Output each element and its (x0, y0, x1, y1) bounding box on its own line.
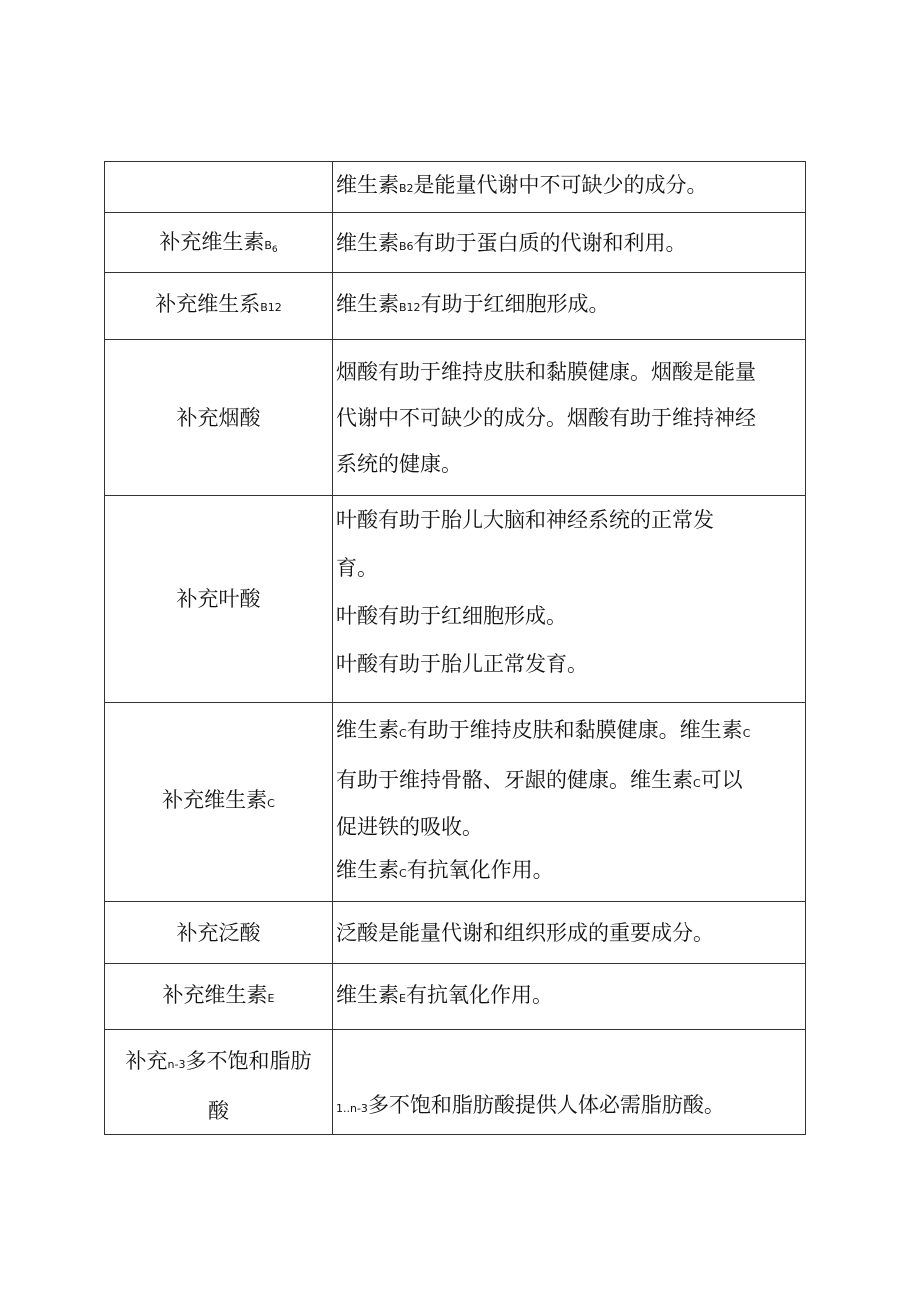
claim-text-pre: 维生素 (336, 718, 399, 742)
table-row (105, 703, 806, 902)
claim-cell (333, 162, 806, 213)
claim-text: 泛酸是能量代谢和组织形成的重要成分。 (336, 920, 714, 945)
claim-text-post: 有助于红细胞形成。 (420, 292, 610, 316)
claim-text-post: 有抗氧化作用。 (406, 858, 554, 882)
claim-text-pre: 维生素 (336, 858, 399, 882)
nutrient-cell (105, 162, 333, 213)
claim-line: 叶酸有助于胎儿大脑和神经系统的正常发 (336, 508, 714, 532)
nutrient-label-pre: 补充 (125, 1049, 168, 1073)
nutrient-cell (105, 213, 333, 273)
claim-text-sub: B2 (399, 182, 414, 195)
claim-line (336, 707, 805, 757)
nutrient-label: 补充叶酸 (176, 587, 261, 611)
claim-cell (333, 273, 806, 340)
claim-text-sub: C (693, 777, 701, 790)
nutrient-label-subsub: 6 (271, 245, 278, 255)
claim-text-sub: 1..n-3 (336, 1102, 368, 1115)
table-row (105, 964, 806, 1030)
nutrient-cell (105, 273, 333, 340)
claim-line: 促进铁的吸收。 (336, 815, 483, 839)
claim-cell (333, 964, 806, 1030)
claim-line: 叶酸有助于红细胞形成。 (336, 604, 567, 628)
claim-cell (333, 902, 806, 964)
claim-text-sub: E (399, 991, 406, 1005)
claim-text-post: 是能量代谢中不可缺少的成分。 (413, 173, 708, 197)
nutrient-cell (105, 902, 333, 964)
claim-line (336, 757, 805, 807)
nutrient-label: 补充烟酸 (176, 405, 261, 430)
table-row (105, 1030, 806, 1135)
nutrient-label-pre: 补充维生素 (162, 982, 268, 1007)
nutrient-cell (105, 964, 333, 1030)
claim-text-sub: C (399, 727, 407, 740)
table-row (105, 162, 806, 213)
claim-cell (333, 496, 806, 703)
nutrient-label: 补充泛酸 (176, 920, 261, 945)
table-row (105, 496, 806, 703)
nutrient-label-sub: B (264, 239, 272, 252)
claim-text-post: 有助于蛋白质的代谢和利用。 (413, 231, 687, 255)
claim-text-sub: C (742, 727, 751, 740)
claim-text-pre: 维生素 (336, 982, 399, 1007)
claim-cell (333, 340, 806, 496)
claim-text-sub: B12 (399, 301, 421, 314)
claim-text-pre: 维生素 (336, 173, 399, 197)
nutrient-label-pre: 补充维生系 (155, 292, 261, 316)
claim-text-post: 多不饱和脂肪酸提供人体必需脂肪酸。 (367, 1093, 725, 1117)
claim-cell (333, 213, 806, 273)
table-row (105, 902, 806, 964)
claim-line: 代谢中不可缺少的成分。烟酸有助于维持神经 (336, 405, 756, 430)
table-row (105, 340, 806, 496)
table-row (105, 213, 806, 273)
nutrient-label-line: 酸 (208, 1099, 229, 1123)
claim-line: 系统的健康。 (336, 451, 462, 476)
nutrient-cell (105, 496, 333, 703)
nutrient-label-line (105, 1038, 332, 1088)
nutrient-cell (105, 340, 333, 496)
nutrient-label-sub: E (267, 991, 275, 1005)
claim-line: 育。 (336, 556, 378, 580)
claim-line: 叶酸有助于胎儿正常发育。 (336, 652, 588, 676)
claim-text-sub: C (399, 867, 407, 880)
nutrient-label-sub: C (267, 797, 275, 810)
claim-line: 烟酸有助于维持皮肤和黏膜健康。烟酸是能量 (336, 359, 756, 384)
claim-cell (333, 1030, 806, 1135)
claim-text-post: 有助于维持皮肤和黏膜健康。维生素 (406, 718, 743, 742)
nutrient-label-sub: n-3 (167, 1058, 186, 1071)
table-row (105, 273, 806, 340)
claim-text-sub: B6 (399, 240, 414, 253)
nutrient-cell (105, 1030, 333, 1135)
claim-text-pre: 维生素 (336, 231, 399, 255)
claim-text-post: 可以 (700, 768, 743, 792)
claim-text: 有助于维持骨骼、牙龈的健康。维生素 (336, 768, 693, 792)
nutrient-label-pre: 补充维生素 (159, 230, 265, 254)
nutrient-label-sub: B12 (260, 301, 282, 314)
claim-line (336, 847, 805, 897)
nutrient-label-post: 多不饱和脂肪 (185, 1049, 312, 1073)
claim-text-pre: 维生素 (336, 292, 399, 316)
nutrient-cell (105, 703, 333, 902)
nutrient-claims-table (104, 161, 806, 1135)
nutrient-label-pre: 补充维生素 (162, 788, 268, 812)
claim-text-post: 有抗氧化作用。 (405, 982, 553, 1007)
claim-cell (333, 703, 806, 902)
